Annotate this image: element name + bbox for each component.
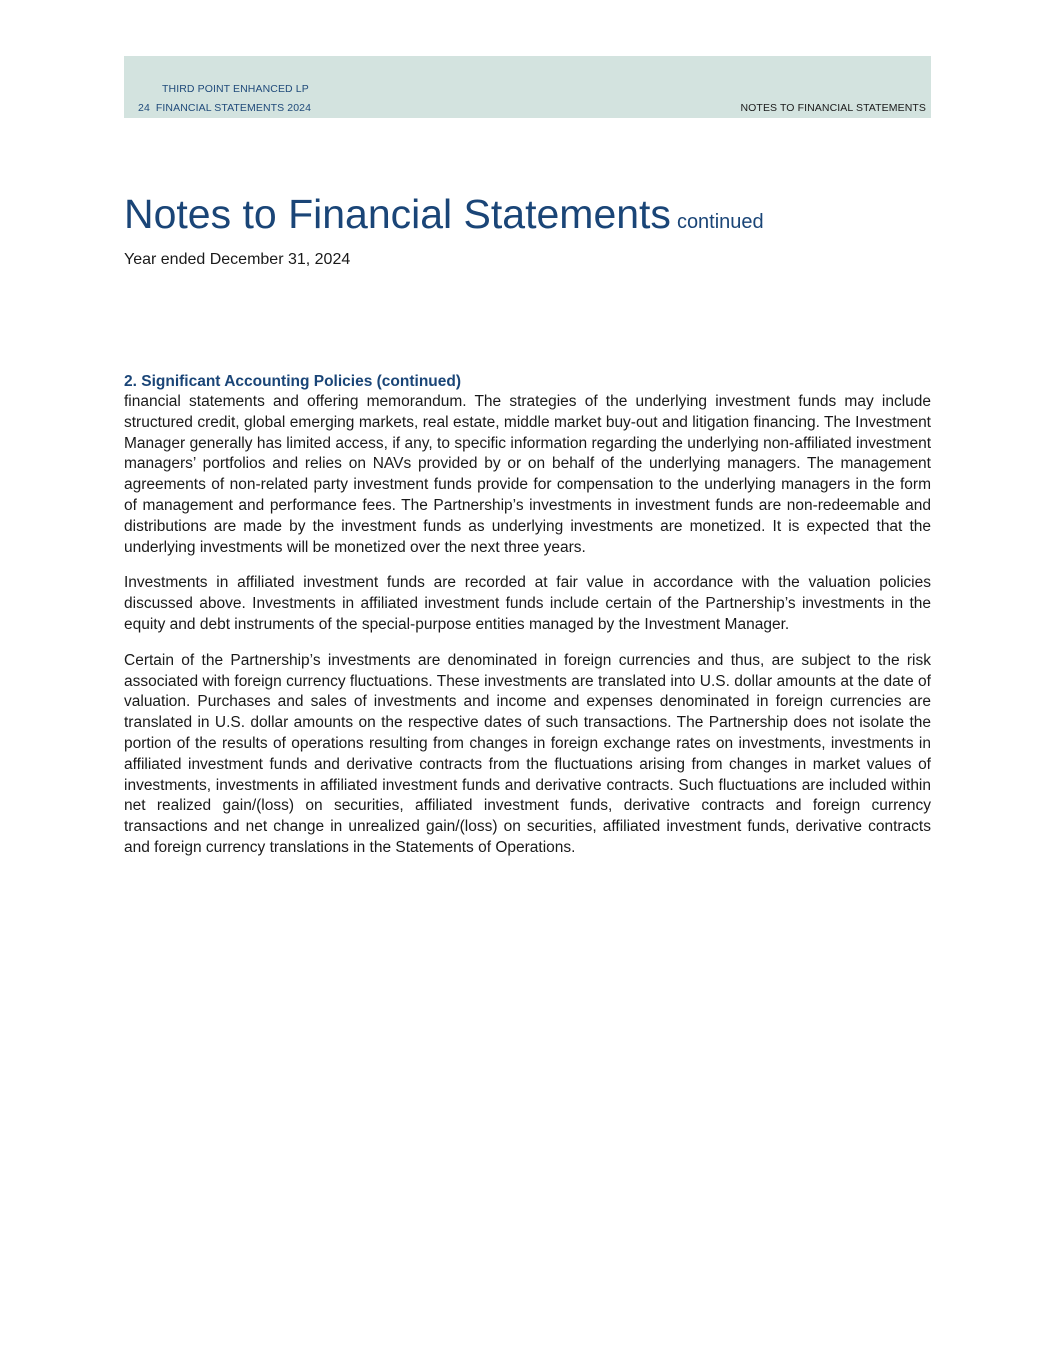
header-left-line bbox=[138, 102, 311, 114]
header-report-title: FINANCIAL STATEMENTS 2024 bbox=[155, 102, 312, 114]
header-section-label: NOTES TO FINANCIAL STATEMENTS bbox=[740, 102, 926, 114]
paragraph-affiliated-funds: Investments in affiliated investment funds are recorded at fair value in accordance with the valuation policies discussed above. Investments in affiliated investment funds include certain of the Partnership’s investments in the equity and debt instruments of the special-purpose entities managed by the Investment Manager. bbox=[124, 574, 931, 633]
page-title-main: Notes to Financial Statements bbox=[124, 191, 671, 237]
page-title-continued: continued bbox=[676, 211, 764, 233]
page-title bbox=[124, 190, 931, 246]
paragraph-investment-funds: financial statements and offering memorandum. The strategies of the underlying investment funds may include structured credit, global emerging markets, real estate, middle market buy-out and litigation financing. The Investment Manager generally has limited access, if any, to specific information regarding the underlying non-affiliated investment managers’ portfolios and relies on NAVs provided by or on behalf of the underlying managers. The management agreements of non-related party investment funds provide for compensation to the underlying managers in the form of management and performance fees. The Partnership’s investments in investment funds are non-redeemable and distributions are made by the investment funds as underlying investments are monetized. It is expected that the underlying investments will be monetized over the next three years. bbox=[124, 393, 931, 556]
header-fund-name: THIRD POINT ENHANCED LP bbox=[162, 83, 309, 95]
note-content bbox=[124, 372, 931, 874]
page-header bbox=[124, 56, 931, 118]
page-subtitle-period: Year ended December 31, 2024 bbox=[124, 251, 351, 268]
section-heading: 2. Significant Accounting Policies (continued) bbox=[124, 373, 462, 390]
title-block bbox=[124, 190, 931, 269]
paragraph-foreign-currency: Certain of the Partnership’s investments are denominated in foreign currencies and thus, are subject to the risk associated with foreign currency fluctuations. These investments are translated into U.S. dollar amounts at the date of valuation. Purchases and sales of investments and income and expenses denominated in foreign currencies are translated in U.S. dollar amounts on the respective dates of such transactions. The Partnership does not isolate the portion of the results of operations resulting from changes in foreign exchange rates on investments, investments in affiliated investment funds and derivative contracts from the fluctuations arising from changes in market values of investments, investments in affiliated investment funds and derivative contracts. Such fluctuations are included within net realized gain/(loss) on securities, affiliated investment funds, derivative contracts and foreign currency transactions and net change in unrealized gain/(loss) on securities, affiliated investment funds, derivative contracts and foreign currency translations in the Statements of Operations. bbox=[124, 651, 931, 856]
page-number: 24 bbox=[138, 102, 150, 114]
